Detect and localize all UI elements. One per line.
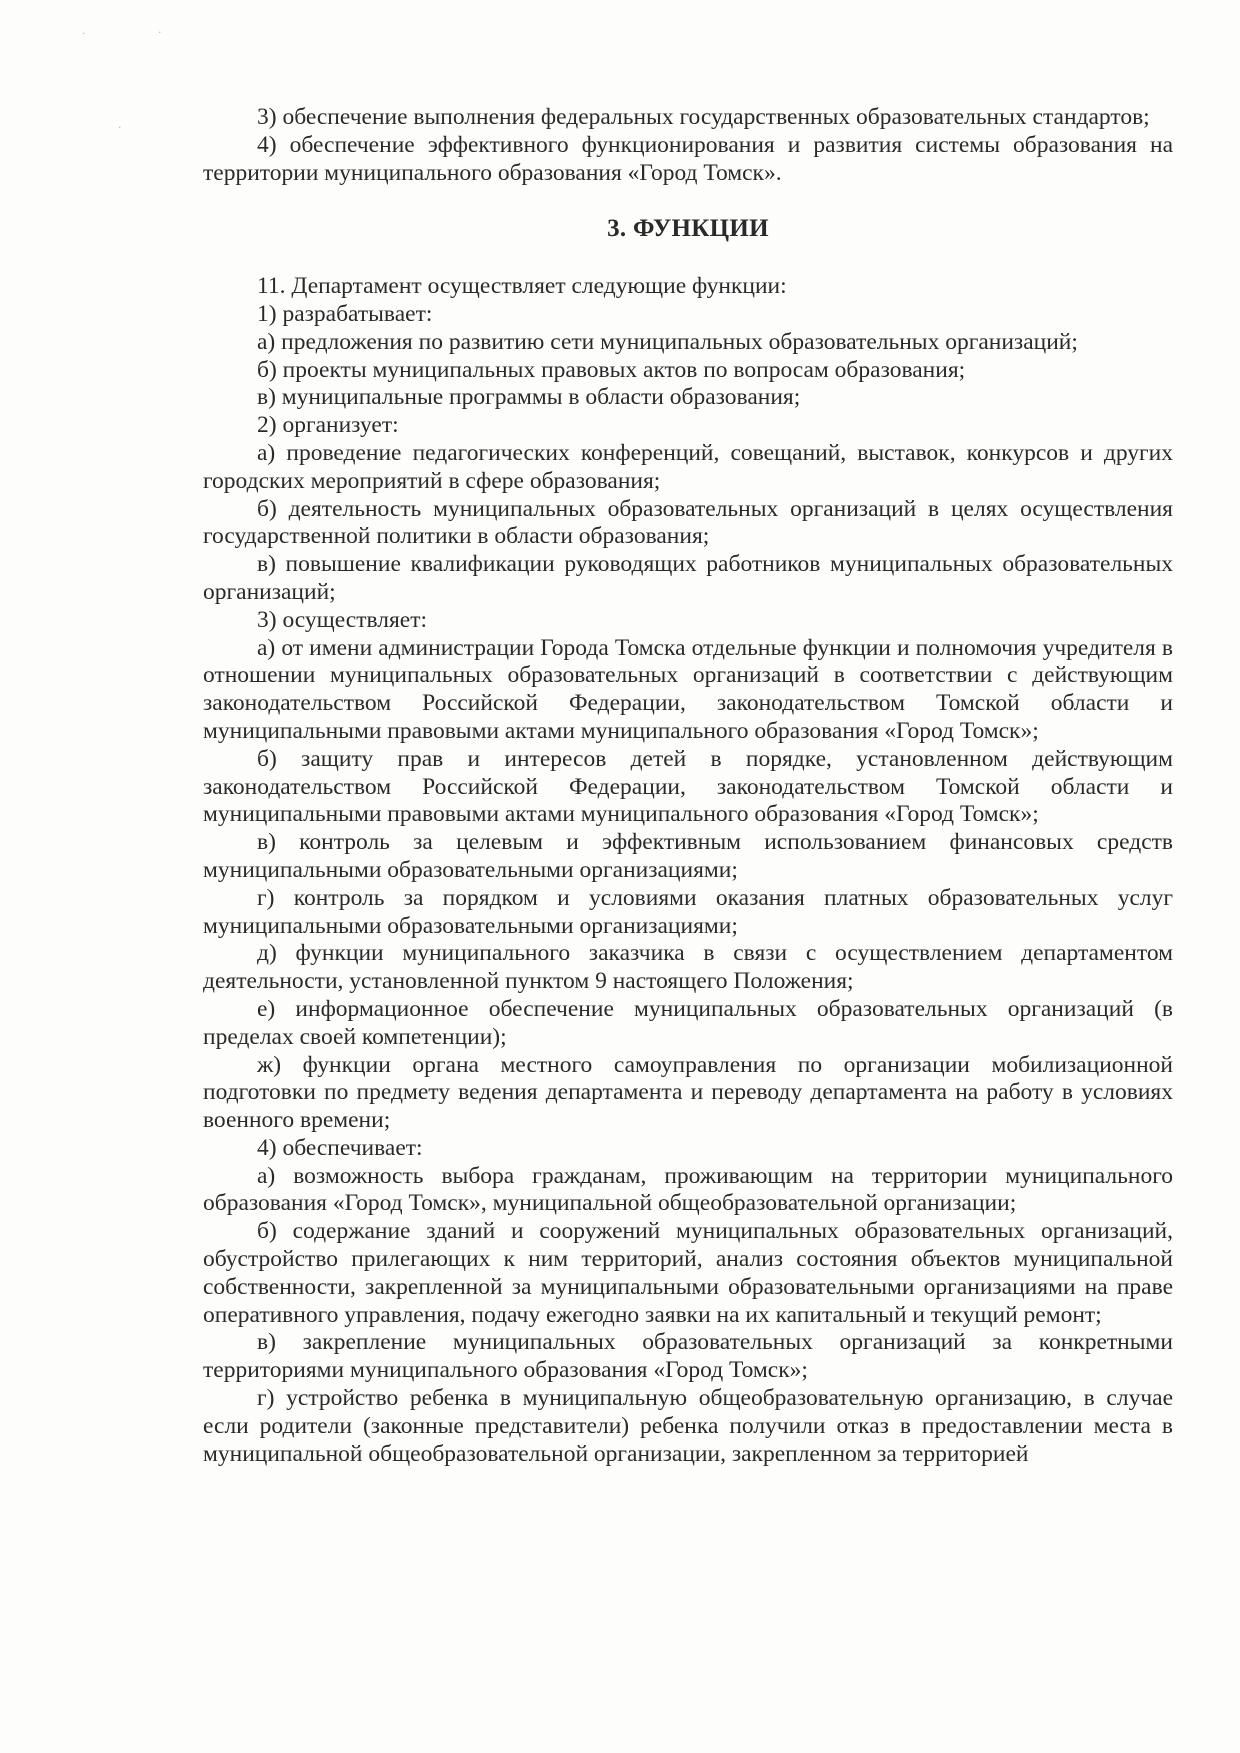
paragraph-item: д) функции муниципального заказчика в связи с осуществлением департаментом деятельности, установленной пунктом 9 настоящего Положения; (203, 940, 1173, 995)
paragraph-item: в) закрепление муниципальных образовательных организаций за конкретными территориями муниципального образования «Город Томск»; (203, 1329, 1173, 1384)
paragraph-item: а) предложения по развитию сети муниципальных образовательных организаций; (257, 328, 1078, 355)
paragraph-item: в) муниципальные программы в области образования; (257, 384, 801, 411)
paragraph-item: б) защиту прав и интересов детей в порядке, установленном действующим законодательством Российской Федерации, законодательством Томской области и муниципальными правовыми актами муниципального образования «Город Томск»; (203, 745, 1173, 828)
section-title: 3. ФУНКЦИИ (607, 215, 769, 243)
paragraph-intro-2: 4) обеспечение эффективного функционирования и развития системы образования на территории муниципального образования «Город Томск». (203, 131, 1173, 186)
paragraph-item: б) проекты муниципальных правовых актов по вопросам образования; (257, 356, 966, 383)
scan-speck: · (158, 26, 162, 39)
scan-speck: · (82, 27, 86, 40)
paragraph-item: ж) функции органа местного самоуправления по организации мобилизационной подготовки по предмету ведения департамента и переводу департамента на работу в условиях военного времени; (203, 1051, 1173, 1134)
paragraph-item: в) контроль за целевым и эффективным использованием финансовых средств муниципальными образовательными организациями; (203, 829, 1173, 883)
paragraph-item: а) возможность выбора гражданам, проживающим на территории муниципального образования «Город Томск», муниципальной общеобразовательной организации; (203, 1162, 1173, 1217)
paragraph-item: г) контроль за порядком и условиями оказания платных образовательных услуг муниципальными образовательными организациями; (203, 884, 1173, 939)
paragraph-item: е) информационное обеспечение муниципальных образовательных организаций (в пределах своей компетенции); (203, 995, 1173, 1050)
paragraph-item: 1) разрабатывает: (257, 300, 433, 327)
paragraph-item: а) проведение педагогических конференций, совещаний, выставок, конкурсов и других городских мероприятий в сфере образования; (203, 439, 1173, 494)
scan-speck: · (118, 121, 122, 134)
paragraph-intro-1: 3) обеспечение выполнения федеральных государственных образовательных стандартов; (257, 104, 1150, 130)
paragraph-item: 3) осуществляет: (257, 606, 428, 633)
paragraph-item: 4) обеспечивает: (257, 1134, 423, 1161)
paragraph-item: 11. Департамент осуществляет следующие функции: (257, 273, 787, 300)
paragraph-item: 2) организует: (257, 412, 399, 439)
paragraph-item: б) деятельность муниципальных образовательных организаций в целях осуществления государственной политики в области образования; (203, 495, 1173, 550)
paragraph-item: а) от имени администрации Города Томска отдельные функции и полномочия учредителя в отношении муниципальных образовательных организаций в соответствии с действующим законодательством Российской Федерации, законодательством Томской области и муниципальными правовыми актами муниципального образования «Город Томск»; (203, 634, 1173, 744)
paragraph-item: в) повышение квалификации руководящих работников муниципальных образовательных организаций; (203, 551, 1173, 605)
paragraph-item: б) содержание зданий и сооружений муниципальных образовательных организаций, обустройство прилегающих к ним территорий, анализ состояния объектов муниципальной собственности, закрепленной за муниципальными образовательными организациями на праве оперативного управления, подачу ежегодно заявки на их капитальный и текущий ремонт; (203, 1218, 1173, 1328)
paragraph-item: г) устройство ребенка в муниципальную общеобразовательную организацию, в случае если родители (законные представители) ребенка получили отказ в предоставлении места в муниципальной общеобразовательной организации, закрепленном за территорией (203, 1385, 1173, 1467)
document-body (203, 104, 1173, 1468)
